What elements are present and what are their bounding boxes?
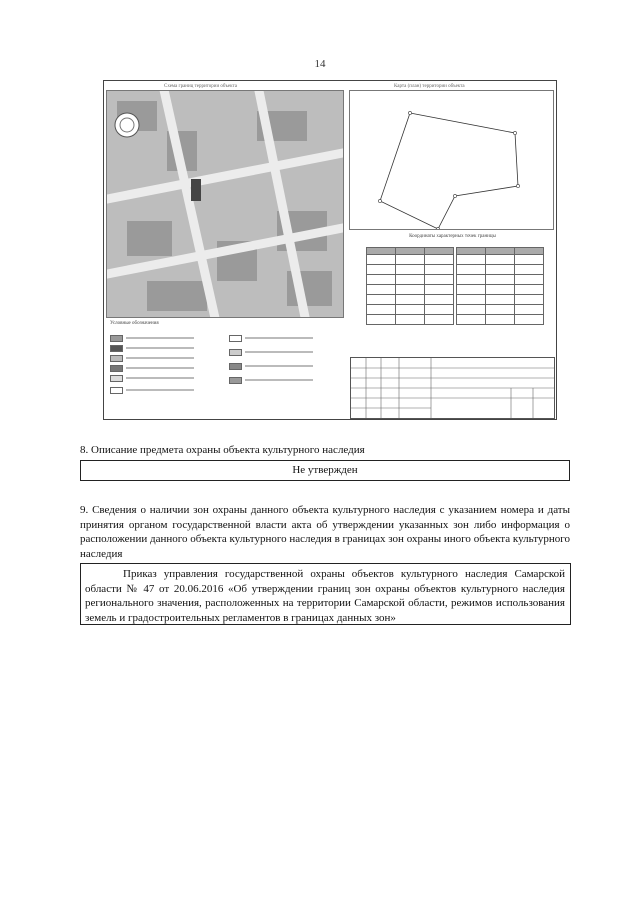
page-number: 14 bbox=[314, 58, 326, 70]
situation-map bbox=[106, 90, 344, 318]
section-8-status: Не утвержден bbox=[80, 460, 570, 481]
legend-title: Условные обозначения bbox=[110, 321, 159, 326]
coords-title: Координаты характерных точек границы bbox=[409, 234, 496, 239]
boundary-plan-graphic bbox=[350, 91, 553, 229]
legend-item bbox=[229, 357, 313, 363]
legend-item bbox=[110, 381, 194, 387]
legend-item bbox=[229, 371, 313, 377]
map-left-caption: Схема границ территории объекта bbox=[164, 84, 237, 89]
title-block-grid bbox=[351, 358, 554, 418]
section-9-text: 9. Сведения о наличии зон охраны данного объекта культурного наследия с указанием номера и даты принятия органом государственной власти акта об утверждении указанных зон либо информация о расположении данного объекта культурного наследия в границах зон охраны иного объекта культурного наследия bbox=[80, 504, 570, 560]
coords-table-right bbox=[456, 247, 544, 325]
legend-item bbox=[110, 339, 194, 345]
legend-item bbox=[110, 349, 194, 355]
title-block bbox=[350, 357, 555, 419]
section-9-order: Приказ управления государственной охраны объектов культурного наследия Самарской области № 47 от 20.06.2016 «Об утверждении границ зон охраны объектов культурного наследия регионального значения, расположенных на территории Самарской области, режимов использования земель и градостроительных регламентов в границах данных зон» bbox=[80, 563, 571, 625]
coords-table-left bbox=[366, 247, 454, 325]
boundary-plan bbox=[349, 90, 554, 230]
legend-item bbox=[110, 359, 194, 365]
legend-item bbox=[229, 329, 313, 335]
section-8-title: 8. Описание предмета охраны объекта культурного наследия bbox=[80, 444, 365, 456]
map-right-caption: Карта (план) территории объекта bbox=[394, 84, 465, 89]
scheme-image bbox=[103, 80, 557, 420]
legend-item bbox=[110, 369, 194, 375]
legend-item bbox=[229, 343, 313, 349]
legend-item bbox=[110, 329, 194, 335]
situation-map-graphic bbox=[107, 91, 343, 317]
